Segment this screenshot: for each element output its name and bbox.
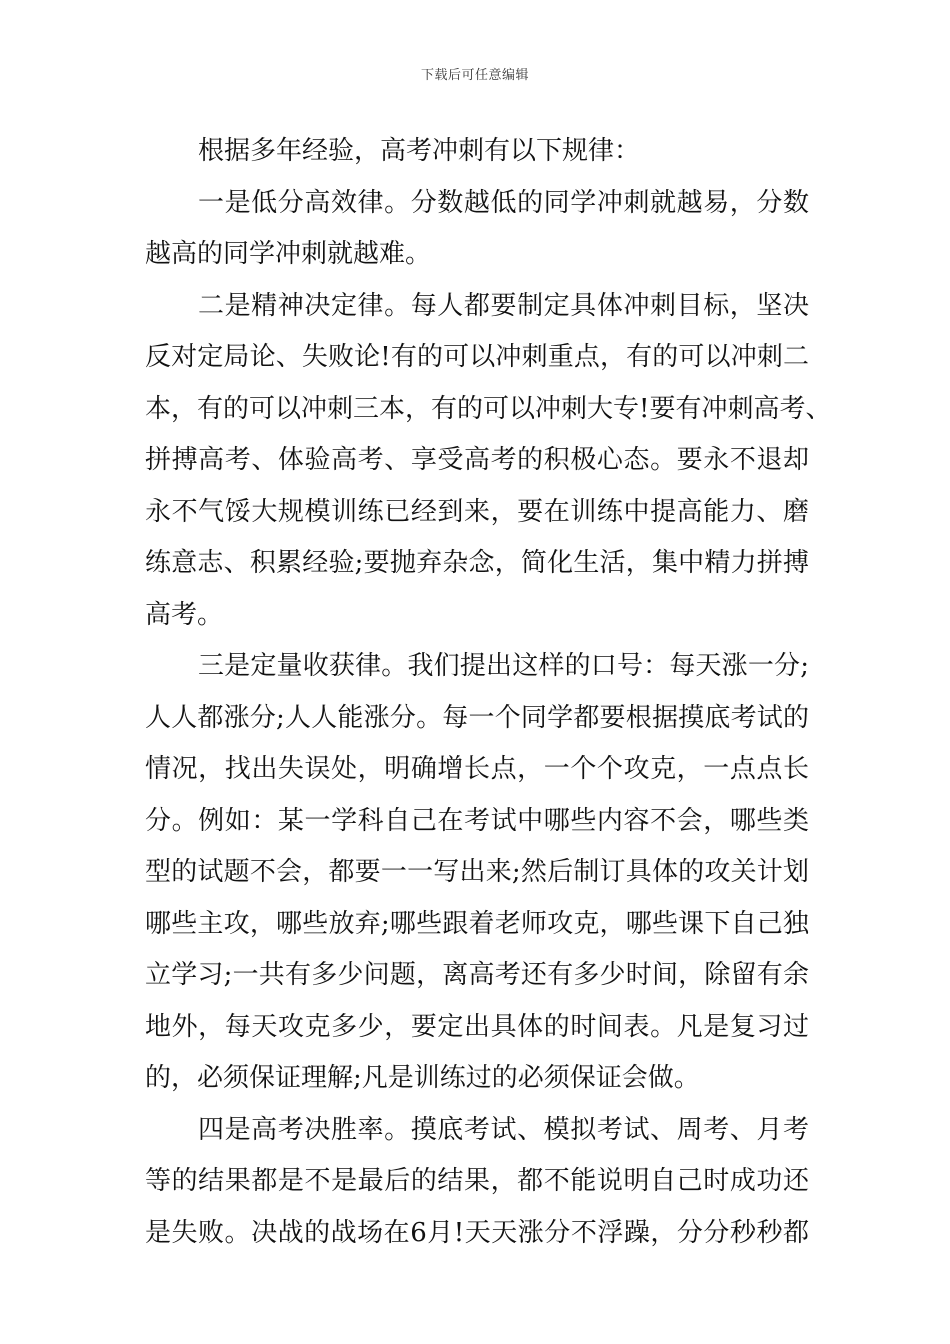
text-line: 拼搏高考、体验高考、享受高考的积极心态。要永不退却 <box>145 445 809 475</box>
text-line: 三是定量收获律。我们提出这样的口号：每天涨一分; <box>198 651 809 681</box>
text-line: 哪些主攻，哪些放弃;哪些跟着老师攻克，哪些课下自己独 <box>145 908 809 939</box>
text-line: 反对定局论、失败论!有的可以冲刺重点，有的可以冲刺二 <box>145 342 809 372</box>
text-line: 的，必须保证理解;凡是训练过的必须保证会做。 <box>145 1063 700 1093</box>
text-line: 四是高考决胜率。摸底考试、模拟考试、周考、月考 <box>198 1114 809 1145</box>
text-line: 一是低分高效律。分数越低的同学冲刺就越易，分数 <box>198 187 809 218</box>
text-line: 型的试题不会，都要一一写出来;然后制订具体的攻关计划 <box>145 857 809 887</box>
text-line: 本，有的可以冲刺三本，有的可以冲刺大专!要有冲刺高考、 <box>145 393 832 424</box>
text-line: 情况，找出失误处，明确增长点，一个个攻克，一点点长 <box>145 754 809 784</box>
text-line: 是失败。决战的战场在6月!天天涨分不浮躁，分分秒秒都 <box>145 1217 809 1248</box>
text-line: 等的结果都是不是最后的结果，都不能说明自己时成功还 <box>145 1166 809 1196</box>
text-line: 高考。 <box>145 599 224 630</box>
text-line: 分。例如：某一学科自己在考试中哪些内容不会，哪些类 <box>145 805 809 836</box>
text-line: 练意志、积累经验;要抛弃杂念，简化生活，集中精力拼搏 <box>145 548 809 578</box>
text-line: 人人都涨分;人人能涨分。每一个同学都要根据摸底考试的 <box>145 702 809 733</box>
page-header: 下载后可任意编辑 <box>420 68 529 83</box>
text-line: 二是精神决定律。每人都要制定具体冲刺目标，坚决 <box>198 290 809 321</box>
text-line: 立学习;一共有多少问题，离高考还有多少时间，除留有余 <box>145 960 809 990</box>
text-line: 地外，每天攻克多少，要定出具体的时间表。凡是复习过 <box>145 1011 809 1042</box>
text-line: 越高的同学冲刺就越难。 <box>145 239 432 269</box>
text-line: 根据多年经验，高考冲刺有以下规律： <box>198 136 641 166</box>
document-body <box>145 126 832 1259</box>
text-line: 永不气馁大规模训练已经到来，要在训练中提高能力、磨 <box>145 496 809 527</box>
